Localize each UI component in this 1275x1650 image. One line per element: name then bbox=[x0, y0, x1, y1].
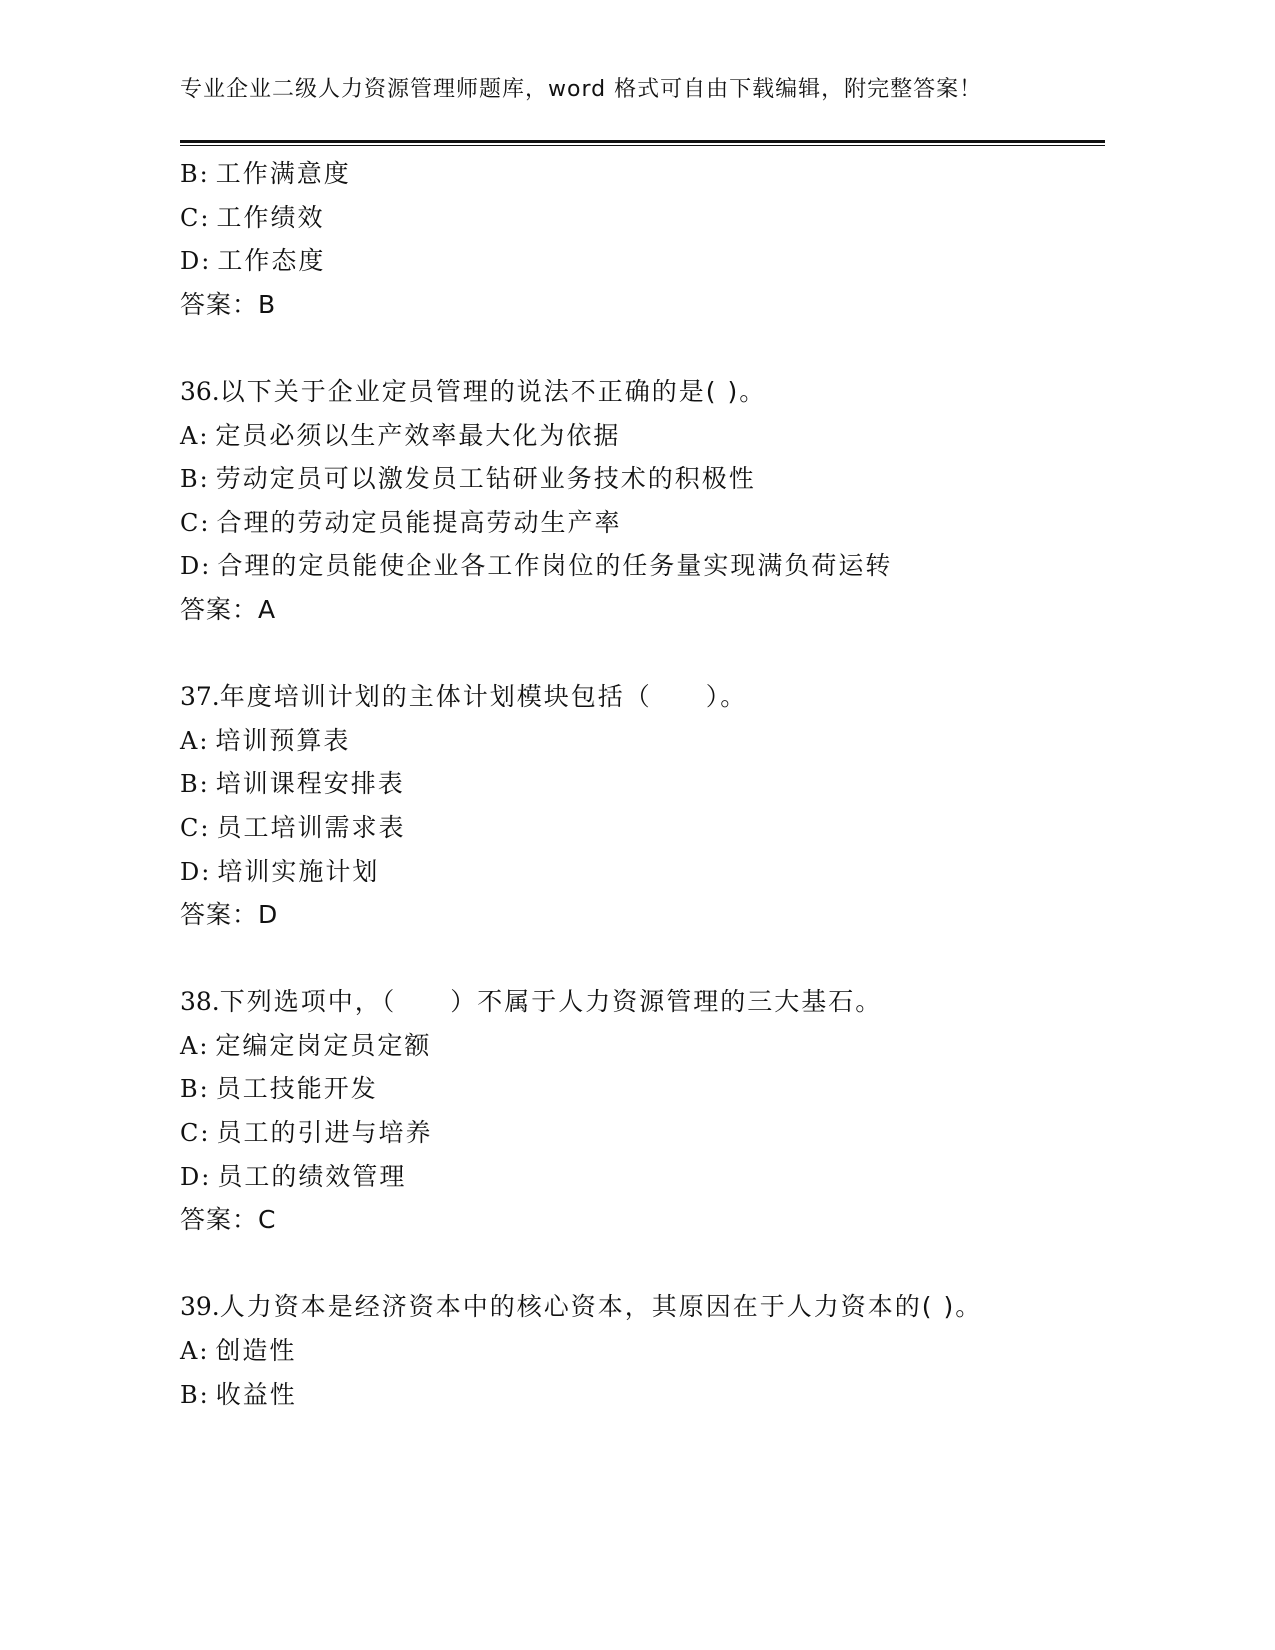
option-letter: D: bbox=[180, 857, 212, 886]
option-text: 工作态度 bbox=[217, 246, 326, 276]
question-stem bbox=[180, 370, 1105, 414]
answer-line: 答案：A bbox=[180, 594, 277, 624]
question-stem bbox=[180, 1285, 1105, 1329]
option-letter: D: bbox=[180, 552, 212, 581]
option-text: 员工技能开发 bbox=[215, 1074, 378, 1104]
option-letter: B: bbox=[180, 770, 210, 799]
question-text: 下列选项中，（ ）不属于人力资源管理的三大基石。 bbox=[219, 987, 883, 1017]
option-letter: B: bbox=[180, 160, 210, 188]
option-letter: C: bbox=[180, 508, 211, 537]
option-letter: D: bbox=[180, 1162, 212, 1191]
question-text: 年度培训计划的主体计划模块包括（ ）。 bbox=[219, 682, 748, 712]
answer-line: 答案：B bbox=[180, 289, 277, 319]
option-line bbox=[180, 152, 1105, 196]
option-line bbox=[180, 501, 1105, 545]
option-letter: A: bbox=[180, 1337, 210, 1366]
option-letter: C: bbox=[180, 203, 211, 232]
option-line bbox=[180, 196, 1105, 240]
question-text: 以下关于企业定员管理的说法不正确的是( )。 bbox=[219, 376, 767, 406]
option-line bbox=[180, 1155, 1105, 1199]
spacer bbox=[180, 1242, 1105, 1286]
option-line bbox=[180, 1373, 1105, 1417]
option-letter: D: bbox=[180, 247, 212, 276]
option-letter: A: bbox=[180, 421, 210, 450]
header-rule-thick bbox=[180, 140, 1105, 143]
option-line bbox=[180, 806, 1105, 850]
option-line bbox=[180, 762, 1105, 806]
spacer bbox=[180, 937, 1105, 981]
answer-line: 答案：C bbox=[180, 1205, 277, 1235]
question-number: 37. bbox=[180, 682, 220, 712]
spacer bbox=[180, 326, 1105, 370]
option-text: 劳动定员可以激发员工钻研业务技术的积极性 bbox=[215, 464, 756, 494]
question-number: 36. bbox=[180, 376, 220, 406]
option-letter: C: bbox=[180, 1119, 211, 1148]
question-stem bbox=[180, 980, 1105, 1024]
option-letter: A: bbox=[180, 1031, 210, 1060]
question-stem bbox=[180, 675, 1105, 719]
spacer bbox=[180, 632, 1105, 676]
option-text: 工作满意度 bbox=[215, 159, 351, 188]
option-text: 员工的引进与培养 bbox=[216, 1118, 433, 1148]
option-text: 合理的劳动定员能提高劳动生产率 bbox=[216, 507, 622, 537]
header-rule-thin bbox=[180, 145, 1105, 146]
option-line bbox=[180, 1329, 1105, 1373]
option-letter: A: bbox=[180, 726, 210, 755]
question-number: 39. bbox=[180, 1292, 220, 1322]
option-line bbox=[180, 1111, 1105, 1155]
option-text: 合理的定员能使企业各工作岗位的任务量实现满负荷运转 bbox=[217, 551, 893, 581]
option-text: 培训实施计划 bbox=[217, 856, 380, 886]
header-text: 专业企业二级人力资源管理师题库，word 格式可自由下载编辑，附完整答案！ bbox=[180, 77, 983, 102]
question-list bbox=[180, 152, 1105, 1416]
option-letter: C: bbox=[180, 813, 211, 842]
option-line bbox=[180, 544, 1105, 588]
question-text: 人力资本是经济资本中的核心资本，其原因在于人力资本的( )。 bbox=[219, 1292, 983, 1322]
option-letter: B: bbox=[180, 1380, 210, 1409]
question-number: 38. bbox=[180, 987, 220, 1017]
option-text: 员工的绩效管理 bbox=[217, 1161, 407, 1191]
option-text: 工作绩效 bbox=[216, 202, 325, 232]
option-text: 创造性 bbox=[215, 1336, 297, 1366]
option-line bbox=[180, 239, 1105, 283]
option-text: 培训预算表 bbox=[215, 725, 351, 755]
option-text: 培训课程安排表 bbox=[215, 769, 405, 799]
option-line bbox=[180, 1067, 1105, 1111]
option-text: 定员必须以生产效率最大化为依据 bbox=[215, 420, 621, 450]
option-letter: B: bbox=[180, 1075, 210, 1104]
option-line bbox=[180, 414, 1105, 458]
option-line bbox=[180, 457, 1105, 501]
option-line bbox=[180, 1024, 1105, 1068]
option-text: 员工培训需求表 bbox=[216, 812, 406, 842]
answer-line: 答案：D bbox=[180, 900, 279, 930]
option-line bbox=[180, 850, 1105, 894]
option-text: 收益性 bbox=[215, 1379, 297, 1409]
option-letter: B: bbox=[180, 465, 210, 494]
option-text: 定编定岗定员定额 bbox=[215, 1030, 432, 1060]
option-line bbox=[180, 719, 1105, 763]
